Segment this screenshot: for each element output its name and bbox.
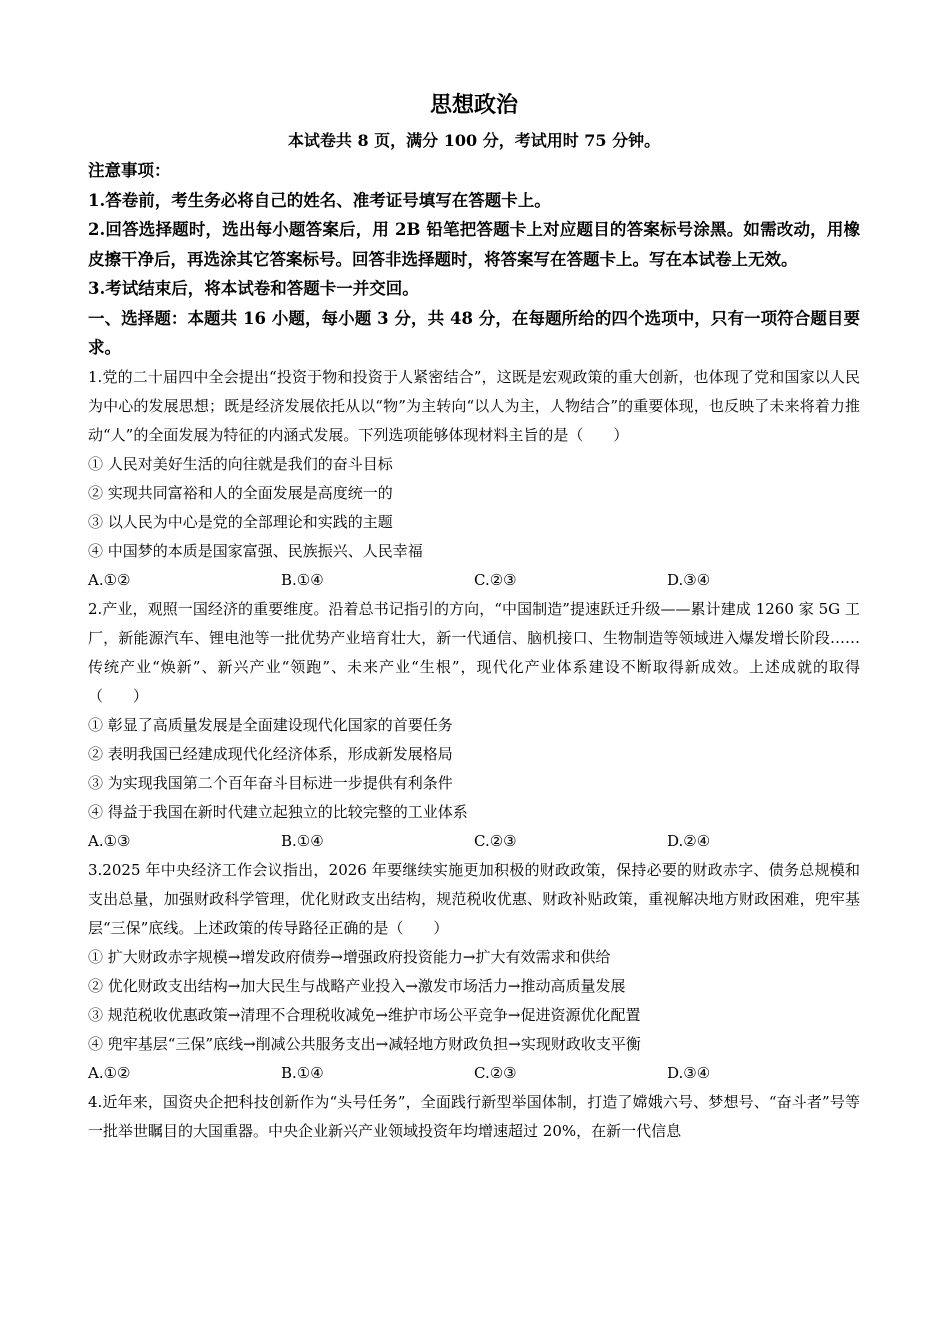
option-b: B.①④ [281, 831, 324, 850]
statement: ④ 兜牢基层“三保”底线→削减公共服务支出→减轻地方财政负担→实现财政收支平衡 [88, 1034, 641, 1053]
statement: ② 表明我国已经建成现代化经济体系，形成新发展格局 [88, 744, 453, 763]
option-b: B.①④ [281, 570, 324, 589]
notice-heading: 注意事项： [88, 161, 171, 180]
exam-info: 本试卷共 8 页，满分 100 分，考试用时 75 分钟。 [287, 131, 661, 150]
option-a: A.①③ [88, 831, 131, 850]
statement: ① 扩大财政赤字规模→增发政府债券→增强政府投资能力→扩大有效需求和供给 [88, 947, 611, 966]
statement: ① 人民对美好生活的向往就是我们的奋斗目标 [88, 454, 393, 473]
statement: ② 实现共同富裕和人的全面发展是高度统一的 [88, 483, 393, 502]
option-c: C.②③ [474, 831, 517, 850]
statement: ③ 以人民为中心是党的全部理论和实践的主题 [88, 512, 393, 531]
exam-page [88, 86, 860, 1146]
statement: ③ 为实现我国第二个百年奋斗目标进一步提供有利条件 [88, 773, 453, 792]
question-stem: 4.近年来，国资央企把科技创新作为“头号任务”，全面践行新型举国体制，打造了嫦娥六号、梦想号、“奋斗者”号等一批举世瞩目的大国重器。中央企业新兴产业领域投资年均增速超过 20%，在新一代信息 [88, 1092, 860, 1140]
statement: ④ 得益于我国在新时代建立起独立的比较完整的工业体系 [88, 802, 468, 821]
option-c: C.②③ [474, 1063, 517, 1082]
statement: ③ 规范税收优惠政策→清理不合理税收减免→维护市场公平竞争→促进资源优化配置 [88, 1005, 641, 1024]
option-a: A.①② [88, 1063, 131, 1082]
section-heading: 一、选择题：本题共 16 小题，每小题 3 分，共 48 分，在每题所给的四个选项中，只有一项符合题目要求。 [88, 308, 860, 357]
option-c: C.②③ [474, 570, 517, 589]
statement: ④ 中国梦的本质是国家富强、民族振兴、人民幸福 [88, 541, 423, 560]
option-d: D.③④ [667, 1063, 711, 1082]
answer-options [88, 827, 860, 856]
page-title: 思想政治 [429, 93, 518, 118]
option-b: B.①④ [281, 1063, 324, 1082]
statement: ① 彰显了高质量发展是全面建设现代化国家的首要任务 [88, 715, 453, 734]
option-d: D.③④ [667, 570, 711, 589]
statement: ② 优化财政支出结构→加大民生与战略产业投入→激发市场活力→推动高质量发展 [88, 976, 626, 995]
option-a: A.①② [88, 570, 131, 589]
notice-item: 1.答卷前，考生务必将自己的姓名、准考证号填写在答题卡上。 [88, 190, 551, 210]
question-stem: 1.党的二十届四中全会提出“投资于物和投资于人紧密结合”，这既是宏观政策的重大创新，也体现了党和国家以人民为中心的发展思想；既是经济发展依托从以“物”为主转向“以人为主，人物结合”的重要体现，也反映了未来将着力推动“人”的全面发展为特征的内涵式发展。下列选项能够体现材料主旨的是（ ） [88, 367, 860, 444]
notice-item: 3.考试结束后，将本试卷和答题卡一并交回。 [88, 279, 419, 298]
question-stem: 3.2025 年中央经济工作会议指出，2026 年要继续实施更加积极的财政政策，保持必要的财政赤字、债务总规模和支出总量，加强财政科学管理，优化财政支出结构，规范税收优惠、财政补贴政策，重视解决地方财政困难，兜牢基层“三保”底线。上述政策的传导路径正确的是（ ） [88, 860, 860, 937]
notice-item: 2.回答选择题时，选出每小题答案后，用 2B 铅笔把答题卡上对应题目的答案标号涂黑。如需改动，用橡皮擦干净后，再选涂其它答案标号。回答非选择题时，将答案写在答题卡上。写在本试卷上无效。 [88, 220, 860, 269]
answer-options [88, 1059, 860, 1088]
answer-options [88, 566, 860, 595]
question-stem: 2.产业，观照一国经济的重要维度。沿着总书记指引的方向，“中国制造”提速跃迁升级——累计建成 1260 家 5G 工厂，新能源汽车、锂电池等一批优势产业培育壮大，新一代通信、脑机接口、生物制造等领域进入爆发增长阶段……传统产业“焕新”、新兴产业“领跑”、未来产业“生根”，现代化产业体系建设不断取得新成效。上述成就的取得（ ） [88, 599, 860, 705]
option-d: D.②④ [667, 831, 711, 850]
